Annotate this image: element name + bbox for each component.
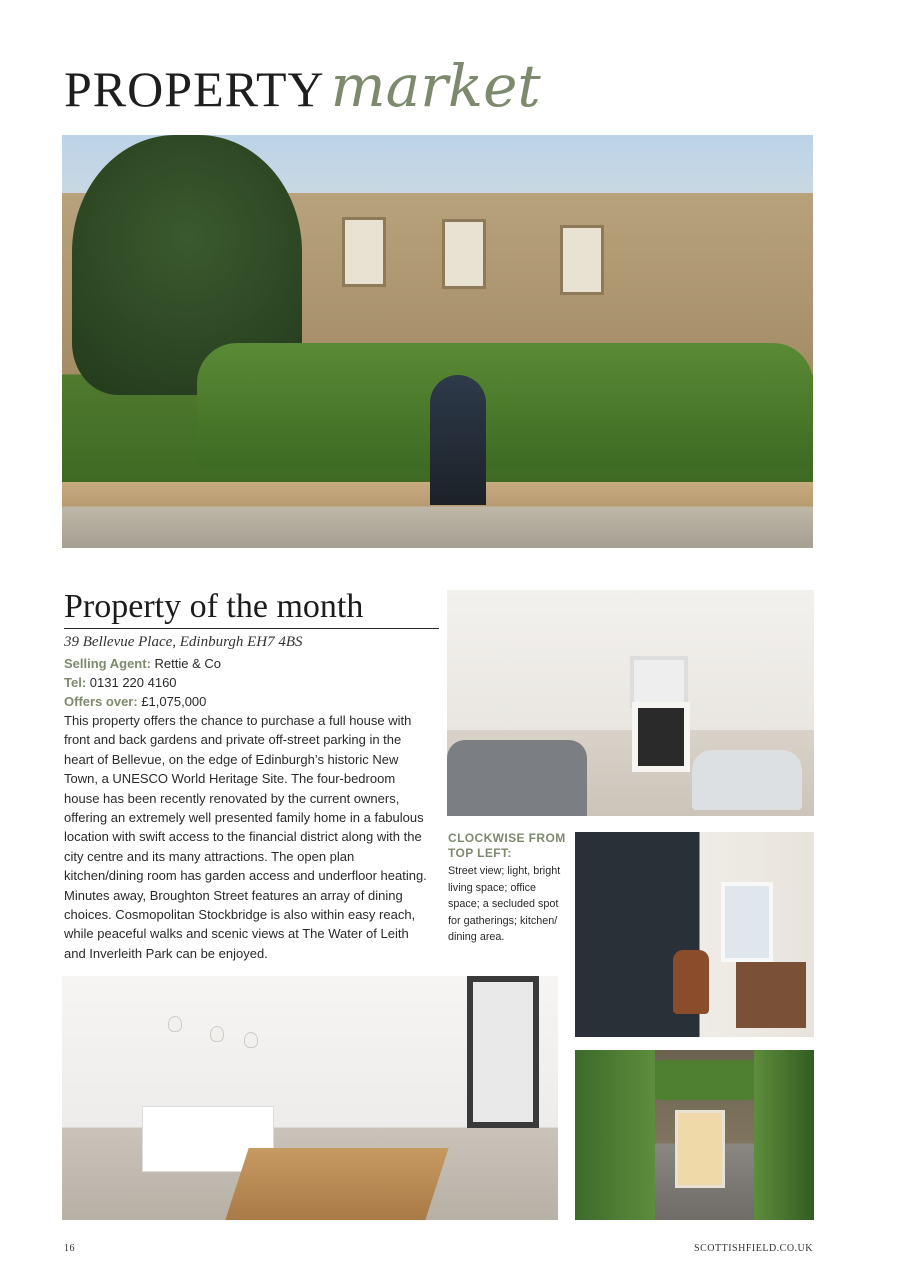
mirror-shape [467, 976, 539, 1128]
site-url: SCOTTISHFIELD.CO.UK [694, 1243, 813, 1254]
garden-photo [575, 1050, 814, 1220]
mirror-shape [630, 656, 688, 708]
agent-label: Selling Agent: [64, 656, 151, 671]
sofa-shape [447, 740, 587, 816]
pendant-lamp [210, 1026, 224, 1042]
ivy-shape [754, 1050, 814, 1220]
tel-label: Tel: [64, 675, 87, 690]
kitchen-dining-photo [62, 976, 558, 1220]
office-window [721, 882, 773, 962]
leather-chair-shape [673, 950, 709, 1014]
offers-value: £1,075,000 [141, 694, 207, 709]
offers-label: Offers over: [64, 694, 138, 709]
desk-shape [736, 962, 806, 1028]
agent-line [64, 654, 221, 673]
street-view-photo [62, 135, 813, 548]
page-number: 16 [64, 1243, 75, 1254]
page-header [64, 52, 541, 122]
header-title-main: PROPERTY [64, 61, 325, 117]
ivy-shape [575, 1050, 655, 1220]
agent-value: Rettie & Co [154, 656, 222, 671]
ivy-shape [650, 1060, 760, 1100]
caption-heading: CLOCKWISE FROM TOP LEFT: [448, 831, 566, 860]
living-room-photo [447, 590, 814, 816]
header-title-script: market [330, 52, 541, 120]
pendant-lamp [168, 1016, 182, 1032]
hedge-archway [430, 375, 486, 505]
office-photo [575, 832, 814, 1037]
garden-door-shape [675, 1110, 725, 1188]
article-body: This property offers the chance to purchase a full house with front and back gardens and private off-street parking in the heart of Bellevue, on the edge of Edinburgh’s historic New Town, a UNESCO World Heritage Site. The four-bedroom house has been recently renovated by the current owners, offering an extremely well presented family home in a fabulous location with swift access to the financial district along with the city centre and its many attractions. The open plan kitchen/dining room has garden access and underfloor heating. Minutes away, Broughton Street features an array of dining choices. Cosmopolitan Stockbridge is also within easy reach, while peaceful walks and scenic views at The Water of Leith and Inverleith Park can be enjoyed. [64, 713, 427, 961]
hedge-shape [197, 343, 813, 469]
offers-line [64, 692, 206, 711]
pendant-lamp [244, 1032, 258, 1048]
house-window [342, 217, 386, 287]
armchair-shape [692, 750, 802, 810]
caption-text: Street view; light, bright living space; office space; a secluded spot for gatherings; kitchen/ dining area. [448, 865, 561, 944]
dining-table-shape [225, 1148, 448, 1220]
house-window [442, 219, 486, 289]
property-address: 39 Bellevue Place, Edinburgh EH7 4BS [64, 634, 303, 650]
fireplace-shape [632, 702, 690, 772]
house-window [560, 225, 604, 295]
article-title: Property of the month [64, 588, 439, 629]
tel-line [64, 673, 177, 692]
tel-value: 0131 220 4160 [89, 675, 177, 690]
